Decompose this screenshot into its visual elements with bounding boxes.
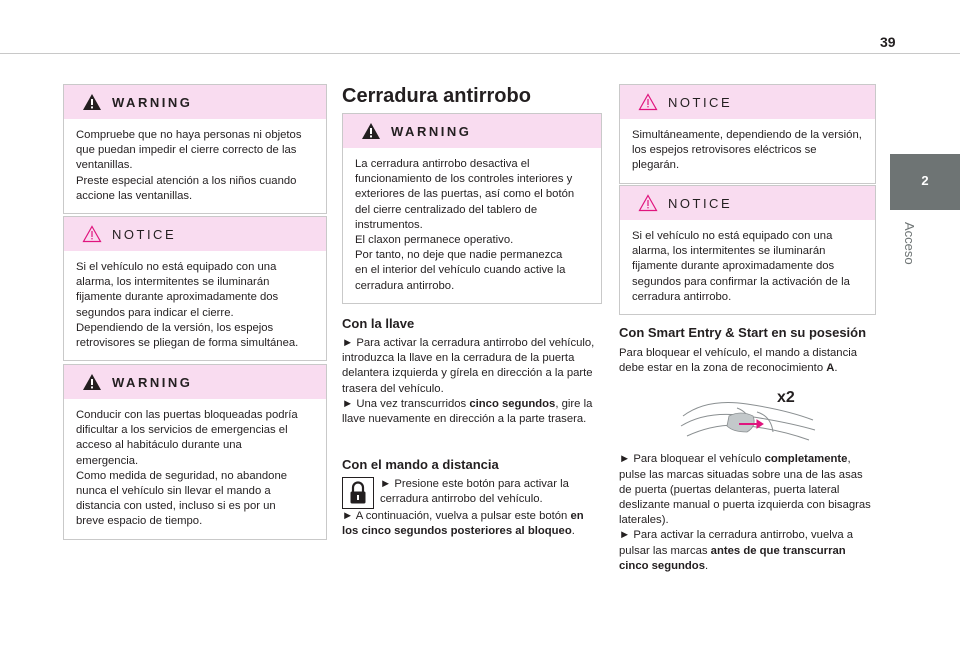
notice-text: Si el vehículo no está equipado con una alarma, los intermitentes se iluminarán fijamente durante aproximadamente dos segundos para confirmar la activación de la cerradura antirrobo. [632,230,850,303]
warning-text: Conducir con las puertas bloqueadas podría dificultar a los servicios de emergencias el acceso al habitáculo durante una emergencia. Como medida de seguridad, no abandone nunca el vehículo sin llevar el mando a distancia con usted, incluso si es por un breve espacio de tiempo. [76,409,298,528]
notice-triangle-icon [82,225,102,243]
step-text: ► A continuación, vuelva a pulsar este botón [342,510,571,522]
intro-text: . [834,362,838,375]
chapter-label [903,222,917,282]
with-remote-heading: Con el mando a distancia [342,457,499,472]
smart-entry-heading: Con Smart Entry & Start en su posesión [619,325,867,340]
step-text: ► Para bloquear el vehículo [619,453,765,466]
notice-box-mirrors [619,84,876,184]
notice-label: NOTICE [668,94,733,110]
with-key-heading: Con la llave [342,316,415,331]
page-number: 39 [880,34,896,50]
warning-box-emergency [63,364,327,540]
warning-box-deadlock [342,113,602,304]
lock-button-icon [342,477,374,509]
warning-header [64,85,326,119]
notice-box-confirmation [619,185,876,315]
with-key-section [342,315,602,427]
warning-text: La cerradura antirrobo desactiva el funcionamiento de los controles interiores y exteriores de las puertas, así como el botón del cierre centralizado del tablero de instrumentos. El claxon permanece operativo. Por tanto, no deje que nadie permanezca en el interior del vehículo cuando active la cerradura antirrobo. [355,158,575,292]
notice-triangle-icon [638,194,658,212]
step-emphasis: antes de que transcurran cinco segundos [619,544,846,572]
with-key-step1: ► Para activar la cerradura antirrobo del vehículo, introduzca la llave en la cerradura de la puerta delantera izquierda y gírela en dirección a la parte trasera del vehículo. [342,337,595,395]
door-handle-illustration [677,386,827,446]
step-text: . [705,559,709,572]
step-emphasis: cinco segundos [469,397,556,410]
warning-label: WARNING [391,123,472,139]
notice-text: Si el vehículo no está equipado con una alarma, los intermitentes se iluminarán fijamente durante aproximadamente dos segundos para indicar el cierre. Dependiendo de la versión, los espejos retrovisores se pliegan de forma simultánea. [76,261,299,350]
step-text: , pulse las marcas situadas sobre una de las asas de puerta (puertas delanteras, puerta lateral deslizante manual o puerta izquierda con bisagras laterales). [619,453,871,527]
step-text: , gire la llave nuevamente en dirección a la parte trasera. [342,397,593,426]
with-remote-step1: ► Presione este botón para activar la cerradura antirrobo del vehículo. [380,478,569,506]
step-text: . [571,525,575,538]
with-remote-step2 [342,509,602,539]
warning-triangle-icon [361,122,381,140]
warning-triangle-icon [82,373,102,391]
notice-box-indicators [63,216,327,361]
double-press-label: x2 [777,389,795,407]
notice-header [620,186,875,220]
chapter-label-text: Acceso [902,222,917,265]
intro-emphasis: A [826,362,835,375]
notice-header [64,217,326,251]
header-rule [0,53,960,54]
step-text: ► Una vez transcurridos [342,397,470,410]
with-remote-section [342,456,602,539]
warning-triangle-icon [82,93,102,111]
notice-text: Simultáneamente, dependiendo de la versión, los espejos retrovisores eléctricos se plegarán. [632,129,862,172]
section-title: Cerradura antirrobo [342,85,531,107]
chapter-number: 2 [921,173,929,188]
step-emphasis: completamente [764,453,848,466]
warning-header [343,114,601,148]
warning-label: WARNING [112,374,193,390]
step-emphasis: en los cinco segundos posteriores al bloqueo [342,510,584,538]
warning-header [64,365,326,399]
intro-text: Para bloquear el vehículo, el mando a distancia debe estar en la zona de reconocimiento [619,347,858,375]
smart-entry-step1 [619,452,877,528]
warning-text: Compruebe que no haya personas ni objetos que puedan impedir el cierre correcto de las ventanillas. Preste especial atención a los niños cuando accione las ventanillas. [76,129,302,202]
smart-entry-step2 [619,528,877,574]
smart-entry-intro [619,346,877,376]
warning-label: WARNING [112,94,193,110]
notice-header [620,85,875,119]
with-remote-step1-row [342,477,602,509]
smart-entry-section [619,324,877,574]
notice-triangle-icon [638,93,658,111]
step-text: ► Para activar la cerradura antirrobo, vuelva a pulsar las marcas [619,529,854,557]
notice-label: NOTICE [112,226,177,242]
notice-label: NOTICE [668,195,733,211]
with-key-step2 [342,397,602,427]
warning-box-windows [63,84,327,214]
chapter-tab[interactable] [890,154,960,210]
